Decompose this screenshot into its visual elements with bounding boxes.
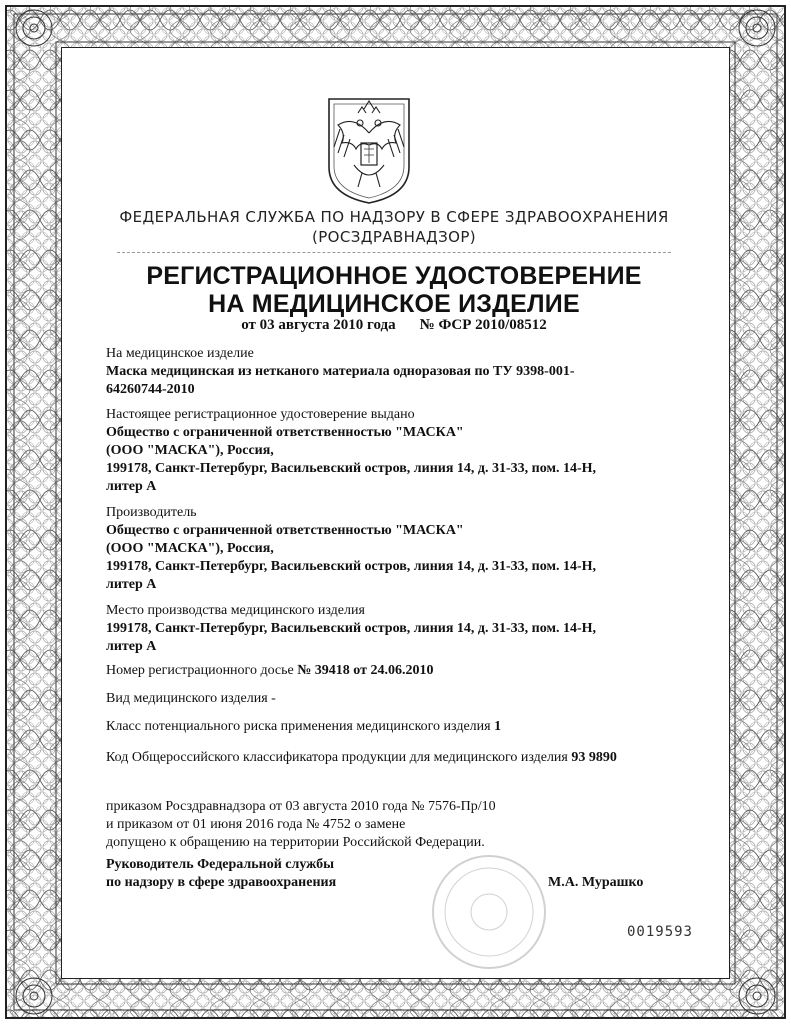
serial-number: 0019593 [626,924,693,940]
official-seal-icon [419,852,559,972]
issued-to-address: 199178, Санкт-Петербург, Васильевский остров, линия 14, д. 31-33, пом. 14-Н, [106,461,597,476]
order-line-2: и приказом от 01 июня 2016 года № 4752 о замене [106,817,406,832]
order-line-1: приказом Росздравнадзора от 03 августа 2010 года № 7576-Пр/10 [106,799,496,814]
coat-of-arms-icon [324,95,414,205]
issued-to-address-cont: литер А [106,479,157,494]
issued-to-short: (ООО "МАСКА"), Россия, [106,443,274,458]
document-title: РЕГИСТРАЦИОННОЕ УДОСТОВЕРЕНИЕ [146,262,642,290]
manufacturer-label: Производитель [106,505,197,520]
certificate-body [79,62,709,962]
signatory-title: Руководитель Федеральной службы [106,857,335,872]
okp-code-row [106,749,617,767]
risk-class-label: Класс потенциального риска применения медицинского изделия [106,719,495,734]
certificate-number: № ФСР 2010/08512 [419,317,547,333]
signatory-name: М.А. Мурашко [548,875,644,890]
certificate-dateline [79,317,709,334]
dossier-label: Номер регистрационного досье [106,663,298,678]
agency-name: ФЕДЕРАЛЬНАЯ СЛУЖБА ПО НАДЗОРУ В СФЕРЕ ЗДРАВООХРАНЕНИЯ [119,208,669,226]
production-site-label: Место производства медицинского изделия [106,603,365,618]
manufacturer-short: (ООО "МАСКА"), Россия, [106,541,274,556]
agency-abbreviation: (РОСЗДРАВНАДЗОР) [311,228,477,246]
dossier-row [106,662,434,680]
issued-to-label: Настоящее регистрационное удостоверение выдано [106,407,415,422]
production-site-address-cont: литер А [106,639,157,654]
manufacturer-address-cont: литер А [106,577,157,592]
device-type-label: Вид медицинского изделия - [106,691,276,706]
dossier-value: № 39418 от 24.06.2010 [297,663,434,678]
device-name: Маска медицинская из нетканого материала одноразовая по ТУ 9398-001- [106,364,575,379]
device-name-cont: 64260744-2010 [106,382,195,397]
okp-code-value: 93 9890 [571,750,617,765]
risk-class-row [106,718,501,736]
signatory-title-cont: по надзору в сфере здравоохранения [106,875,337,890]
manufacturer-company: Общество с ограниченной ответственностью "МАСКА" [106,523,464,538]
divider [117,252,671,253]
manufacturer-address: 199178, Санкт-Петербург, Васильевский остров, линия 14, д. 31-33, пом. 14-Н, [106,559,597,574]
production-site-address: 199178, Санкт-Петербург, Васильевский остров, линия 14, д. 31-33, пом. 14-Н, [106,621,597,636]
certificate-date: от 03 августа 2010 года [241,317,396,333]
risk-class-value: 1 [494,719,502,734]
device-label: На медицинское изделие [106,346,254,361]
order-line-3: допущено к обращению на территории Российской Федерации. [106,835,485,850]
okp-code-label: Код Общероссийского классификатора продукции для медицинского изделия [106,750,572,765]
issued-to-company: Общество с ограниченной ответственностью "МАСКА" [106,425,464,440]
document-subtitle: НА МЕДИЦИНСКОЕ ИЗДЕЛИЕ [208,290,580,318]
